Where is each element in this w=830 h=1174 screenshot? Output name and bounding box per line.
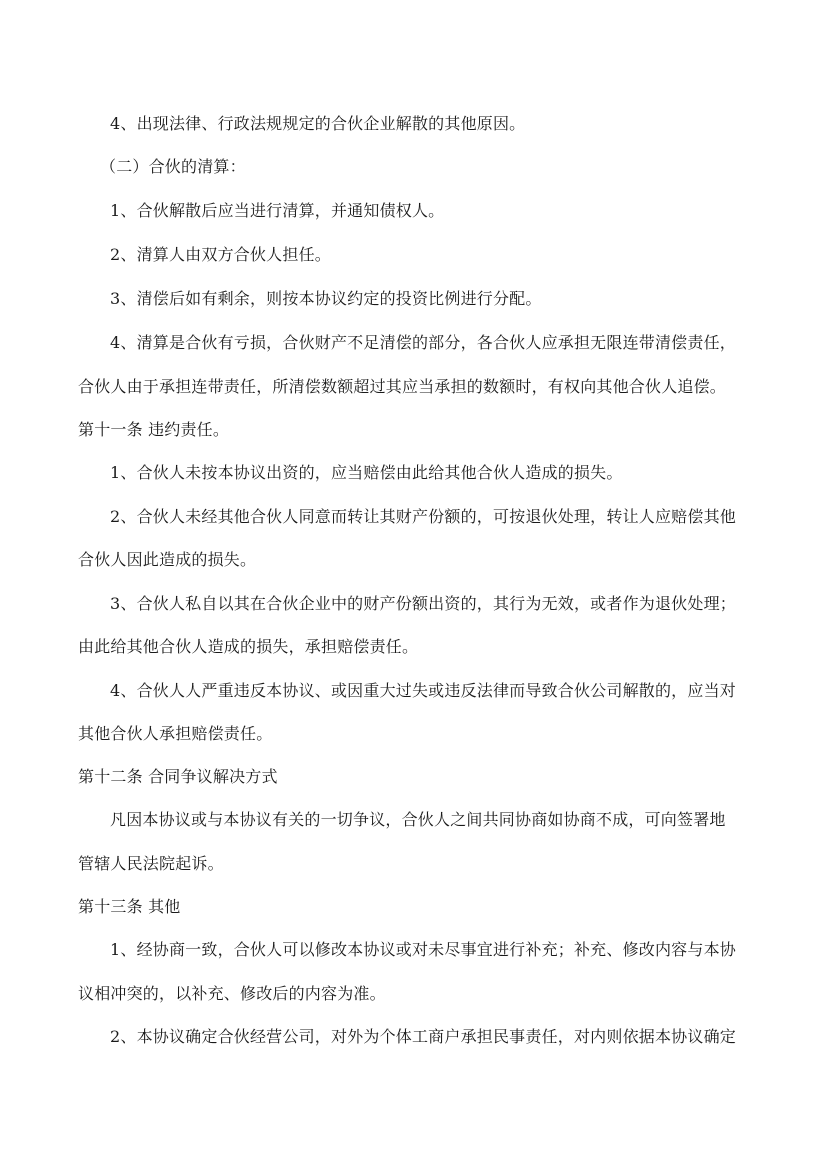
section-heading: （二）合伙的清算： (100, 157, 246, 176)
paragraph-line: 3、清偿后如有剩余，则按本协议约定的投资比例进行分配。 (110, 289, 542, 308)
paragraph-line: 凡因本协议或与本协议有关的一切争议，合伙人之间共同协商如协商不成，可向签署地 (110, 810, 726, 829)
paragraph-line: 1、合伙解散后应当进行清算，并通知债权人。 (110, 201, 445, 220)
paragraph-line: 其他合伙人承担赔偿责任。 (78, 724, 273, 743)
article-heading: 第十二条 合同争议解决方式 (78, 767, 278, 786)
paragraph-line: 议相冲突的，以补充、修改后的内容为准。 (78, 984, 386, 1003)
paragraph-line: 管辖人民法院起诉。 (78, 854, 224, 873)
paragraph-line: 4、合伙人人严重违反本协议、或因重大过失或违反法律而导致合伙公司解散的，应当对 (110, 681, 736, 700)
paragraph-line: 2、合伙人未经其他合伙人同意而转让其财产份额的，可按退伙处理，转让人应赔偿其他 (110, 507, 736, 526)
paragraph-line: 合伙人由于承担连带责任，所清偿数额超过其应当承担的数额时，有权向其他合伙人追偿。 (78, 377, 727, 396)
paragraph-line: 2、清算人由双方合伙人担任。 (110, 245, 331, 264)
paragraph-line: 由此给其他合伙人造成的损失，承担赔偿责任。 (78, 637, 419, 656)
paragraph-line: 1、经协商一致，合伙人可以修改本协议或对未尽事宜进行补充；补充、修改内容与本协 (110, 940, 736, 959)
paragraph-line: 合伙人因此造成的损失。 (78, 550, 257, 569)
paragraph-line: 4、清算是合伙有亏损，合伙财产不足清偿的部分，各合伙人应承担无限连带清偿责任， (110, 333, 736, 352)
paragraph-line: 4、出现法律、行政法规规定的合伙企业解散的其他原因。 (110, 114, 526, 133)
paragraph-line: 1、合伙人未按本协议出资的，应当赔偿由此给其他合伙人造成的损失。 (110, 463, 623, 482)
paragraph-line: 3、合伙人私自以其在合伙企业中的财产份额出资的，其行为无效，或者作为退伙处理； (110, 594, 736, 613)
article-heading: 第十三条 其他 (78, 897, 181, 916)
paragraph-line: 2、本协议确定合伙经营公司，对外为个体工商户承担民事责任，对内则依据本协议确定 (110, 1027, 736, 1046)
article-heading: 第十一条 违约责任。 (78, 420, 230, 439)
